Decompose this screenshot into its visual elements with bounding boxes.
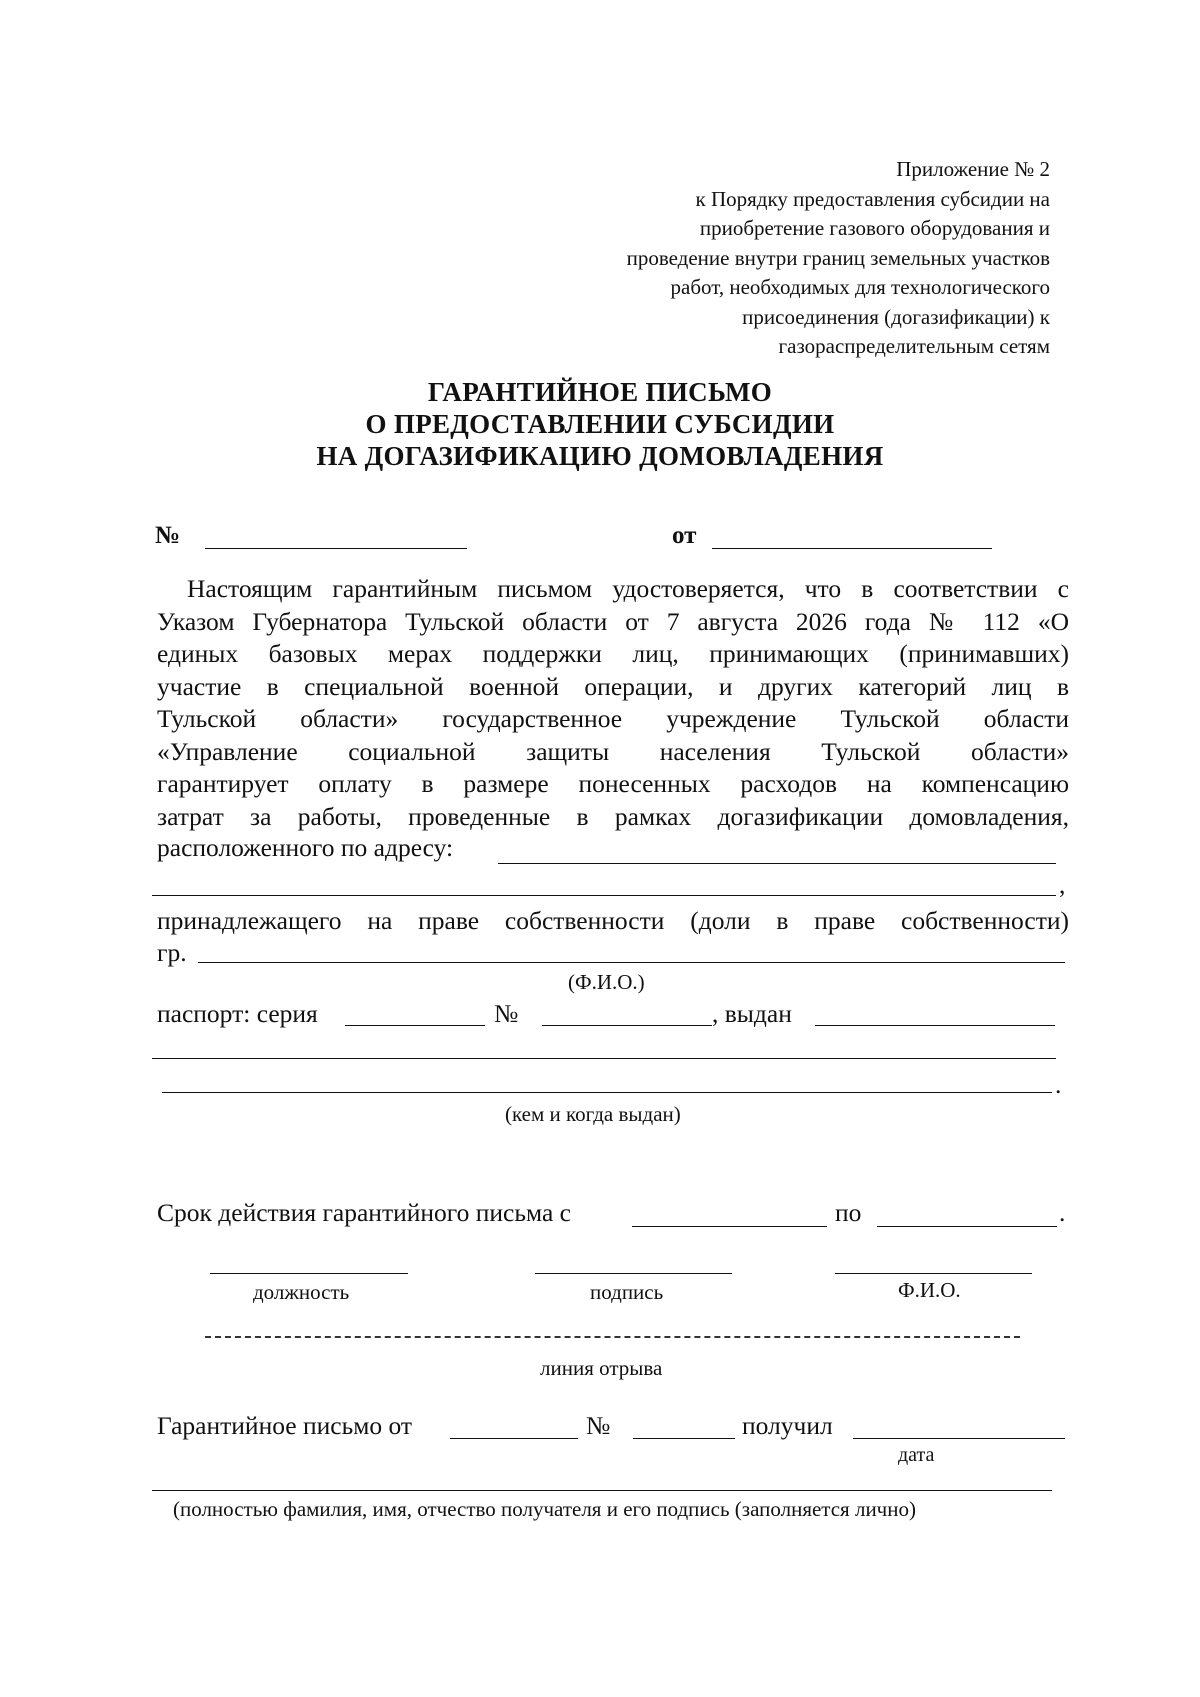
body-line: участие в специальной военной операции, и других категорий лиц в [157, 671, 1069, 701]
ownership-line: принадлежащего на праве собственности (доли в праве собственности) [157, 906, 1069, 935]
receipt-number-label: № [586, 1411, 611, 1440]
validity-to-label: по [835, 1198, 862, 1227]
tear-line [205, 1336, 1020, 1338]
appendix-line: приобретение газового оборудования и [699, 216, 1050, 240]
appendix-block [490, 155, 1050, 362]
appendix-line: Приложение № 2 [896, 157, 1050, 181]
appendix-line: проведение внутри границ земельных участков [626, 245, 1050, 270]
issued-caption: (кем и когда выдан) [505, 1102, 681, 1126]
body-line: затрат за работы, проведенные в рамках догазификации домовладения, [157, 801, 1069, 831]
number-field[interactable] [205, 548, 467, 549]
passport-series-label: паспорт: серия [157, 999, 318, 1028]
recipient-name-field[interactable] [152, 1490, 1052, 1491]
issued-label: , выдан [712, 999, 792, 1028]
receipt-date-field[interactable] [450, 1438, 578, 1439]
body-line: «Управление социальной защиты населения Тульской области» [157, 736, 1069, 766]
title-line: О ПРЕДОСТАВЛЕНИИ СУБСИДИИ [365, 409, 835, 439]
passport-series-field[interactable] [345, 1025, 485, 1026]
passport-number-label: № [494, 999, 519, 1028]
number-label: № [155, 522, 181, 549]
document-title [0, 376, 1200, 472]
appendix-line: присоединения (догазификации) к [742, 304, 1050, 329]
body-line: Настоящим гарантийным письмом удостоверяется, что в соответствии с [187, 574, 1069, 603]
issued-by-field-line-3[interactable] [162, 1092, 1052, 1093]
body-line: единых базовых мерах поддержки лиц, принимающих (принимавших) [157, 639, 1069, 668]
body-line: Указом Губернатора Тульской области от 7 августа 2026 года № 112 «О [157, 606, 1069, 636]
date-field[interactable] [712, 548, 992, 549]
signature-caption: подпись [590, 1280, 664, 1304]
address-field-line-1[interactable] [498, 863, 1056, 864]
title-line: НА ДОГАЗИФИКАЦИЮ ДОМОВЛАДЕНИЯ [316, 441, 884, 471]
citizen-label: гр. [157, 938, 187, 967]
date-label: от [672, 522, 697, 549]
title-line: ГАРАНТИЙНОЕ ПИСЬМО [427, 377, 773, 407]
tear-line-caption: линия отрыва [540, 1356, 663, 1380]
received-date-field[interactable] [853, 1438, 1065, 1439]
citizen-name-field[interactable] [198, 962, 1065, 963]
position-field[interactable] [210, 1273, 408, 1274]
appendix-line: к Порядку предоставления субсидии на [695, 186, 1050, 211]
body-line: гарантирует оплату в размере понесенных расходов на компенсацию [157, 769, 1069, 798]
recipient-caption: (полностью фамилия, имя, отчество получателя и его подпись (заполняется лично) [173, 1497, 916, 1521]
passport-number-field[interactable] [542, 1025, 712, 1026]
body-line: Тульской области» государственное учреждение Тульской области [157, 704, 1069, 733]
validity-end-period: . [1059, 1198, 1066, 1227]
receipt-number-field[interactable] [633, 1438, 735, 1439]
body-paragraph [157, 573, 1069, 833]
appendix-line: работ, необходимых для технологического [670, 275, 1050, 299]
issued-by-field-line-2[interactable] [152, 1058, 1056, 1059]
receipt-label: Гарантийное письмо от [157, 1411, 413, 1440]
received-label: получил [742, 1411, 833, 1440]
validity-end-field[interactable] [877, 1226, 1057, 1227]
validity-label: Срок действия гарантийного письма с [157, 1198, 571, 1227]
issued-end-period: . [1055, 1070, 1062, 1099]
address-field-line-2[interactable] [152, 895, 1056, 896]
issued-by-field-line-1[interactable] [815, 1025, 1055, 1026]
address-label: расположенного по адресу: [157, 833, 454, 862]
validity-start-field[interactable] [632, 1226, 827, 1227]
signatory-name-field[interactable] [835, 1273, 1032, 1274]
received-date-caption: дата [898, 1444, 935, 1466]
address-end-comma: , [1059, 870, 1066, 899]
appendix-line: газораспределительным сетям [778, 334, 1050, 358]
fio-caption: (Ф.И.О.) [568, 970, 645, 994]
position-caption: должность [253, 1280, 350, 1304]
signatory-name-caption: Ф.И.О. [898, 1278, 961, 1302]
signature-field[interactable] [535, 1273, 732, 1274]
